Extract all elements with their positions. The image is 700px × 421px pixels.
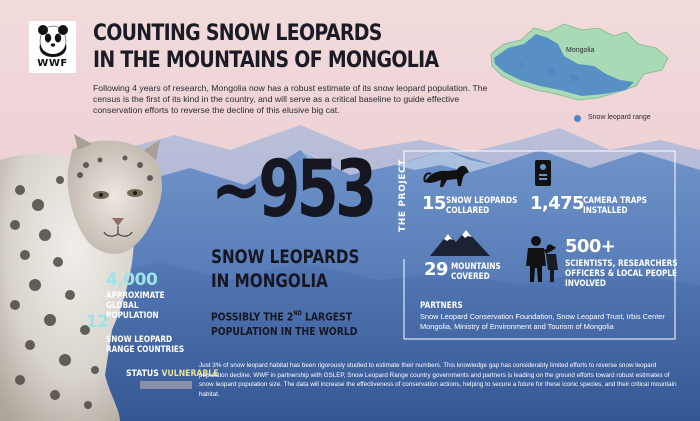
label-line: COVERED — [451, 272, 490, 282]
subtitle-text: POSSIBLY THE 2 — [211, 310, 294, 324]
snow-leopard-icon — [423, 160, 471, 190]
global-population-value: 4,000 — [106, 270, 158, 290]
label-line: GLOBAL — [106, 301, 139, 311]
label-line: POPULATION — [106, 311, 159, 321]
status-scale-bar — [140, 381, 192, 389]
range-countries-label — [106, 335, 184, 355]
mountains-label — [451, 262, 501, 282]
people-icon — [522, 234, 562, 282]
status-value: VULNERABLE — [161, 369, 219, 379]
camera-trap-icon — [534, 159, 552, 187]
subtitle-line-1 — [211, 308, 379, 325]
range-countries-value: 12 — [86, 312, 109, 332]
wwf-logo — [29, 21, 76, 73]
label-line: APPROXIMATE — [106, 291, 165, 301]
label-line: MOUNTAINS — [451, 262, 501, 272]
partners-list: Snow Leopard Conservation Foundation, Snow Leopard Trust, Irbis Center Mongolia, Ministry of Environment and Tourism of Mongolia — [420, 312, 665, 331]
subtitle-text: LARGEST — [301, 310, 353, 324]
headline-subtitle — [211, 308, 379, 339]
map-legend — [588, 113, 668, 122]
wwf-wordmark: WWF — [37, 58, 68, 69]
label-line: INVOLVED — [565, 279, 606, 289]
camera-traps-label — [583, 196, 647, 216]
map-country-label: Mongolia — [566, 47, 595, 54]
label-line: SNOW LEOPARD — [106, 335, 173, 345]
camera-traps-value: 1,475 — [530, 193, 584, 214]
mountain-icon — [430, 228, 490, 256]
panda-logo-icon — [34, 24, 71, 58]
map-legend-label: Snow leopard range — [588, 114, 651, 121]
title-line-1: COUNTING SNOW LEOPARDS — [93, 21, 382, 46]
headline-line-2: IN MONGOLIA — [211, 270, 328, 292]
people-label — [565, 259, 678, 289]
label-line: RANGE COUNTRIES — [106, 345, 185, 355]
range-swatch — [574, 115, 581, 122]
partners-heading: PARTNERS — [420, 301, 463, 311]
project-label: THE PROJECT — [398, 159, 408, 232]
footnote-paragraph: Just 3% of snow leopard habitat has been rigorously studied to estimate their numbers. This knowledge gap has considerably limited efforts to reverse snow leopard population decline. WWF in partnership with GSLEP, Snow Leopard Range country governments and partners is leading on the ground efforts toward robust estimates of snow leopard population size. The data will increase the effectiveness of conservation actions, helping to secure a future for these iconic species, and their critical mountain habitat. — [199, 362, 677, 398]
label-line: OFFICERS & LOCAL PEOPLE — [565, 269, 678, 279]
subtitle-line-2: POPULATION IN THE WORLD — [211, 324, 358, 338]
mongolia-map — [486, 14, 676, 109]
collared-label — [446, 196, 517, 216]
collared-value: 15 — [422, 193, 446, 214]
mountains-value: 29 — [424, 259, 448, 280]
title-line-2: IN THE MOUNTAINS OF MONGOLIA — [93, 48, 439, 73]
intro-paragraph: Following 4 years of research, Mongolia now has a robust estimate of its snow leopard population. The census is the first of its kind in the country, and will serve as a critical baseline to guide effective conservation efforts to reverse the decline of this elusive big cat. — [93, 83, 488, 115]
population-count: ~953 — [211, 145, 374, 235]
global-population-label — [106, 291, 165, 321]
headline-line-1: SNOW LEOPARDS — [211, 246, 360, 268]
label-line: COLLARED — [446, 206, 490, 216]
label-line: SCIENTISTS, RESEARCHERS — [565, 259, 678, 269]
people-value: 500+ — [565, 236, 616, 257]
page-title — [93, 20, 439, 74]
label-line: CAMERA TRAPS — [583, 196, 648, 206]
status-label: STATUS — [126, 369, 159, 379]
label-line: SNOW LEOPARDS — [446, 196, 518, 206]
label-line: INSTALLED — [583, 206, 628, 216]
headline-text — [211, 245, 371, 293]
ordinal-suffix: ND — [293, 310, 302, 317]
